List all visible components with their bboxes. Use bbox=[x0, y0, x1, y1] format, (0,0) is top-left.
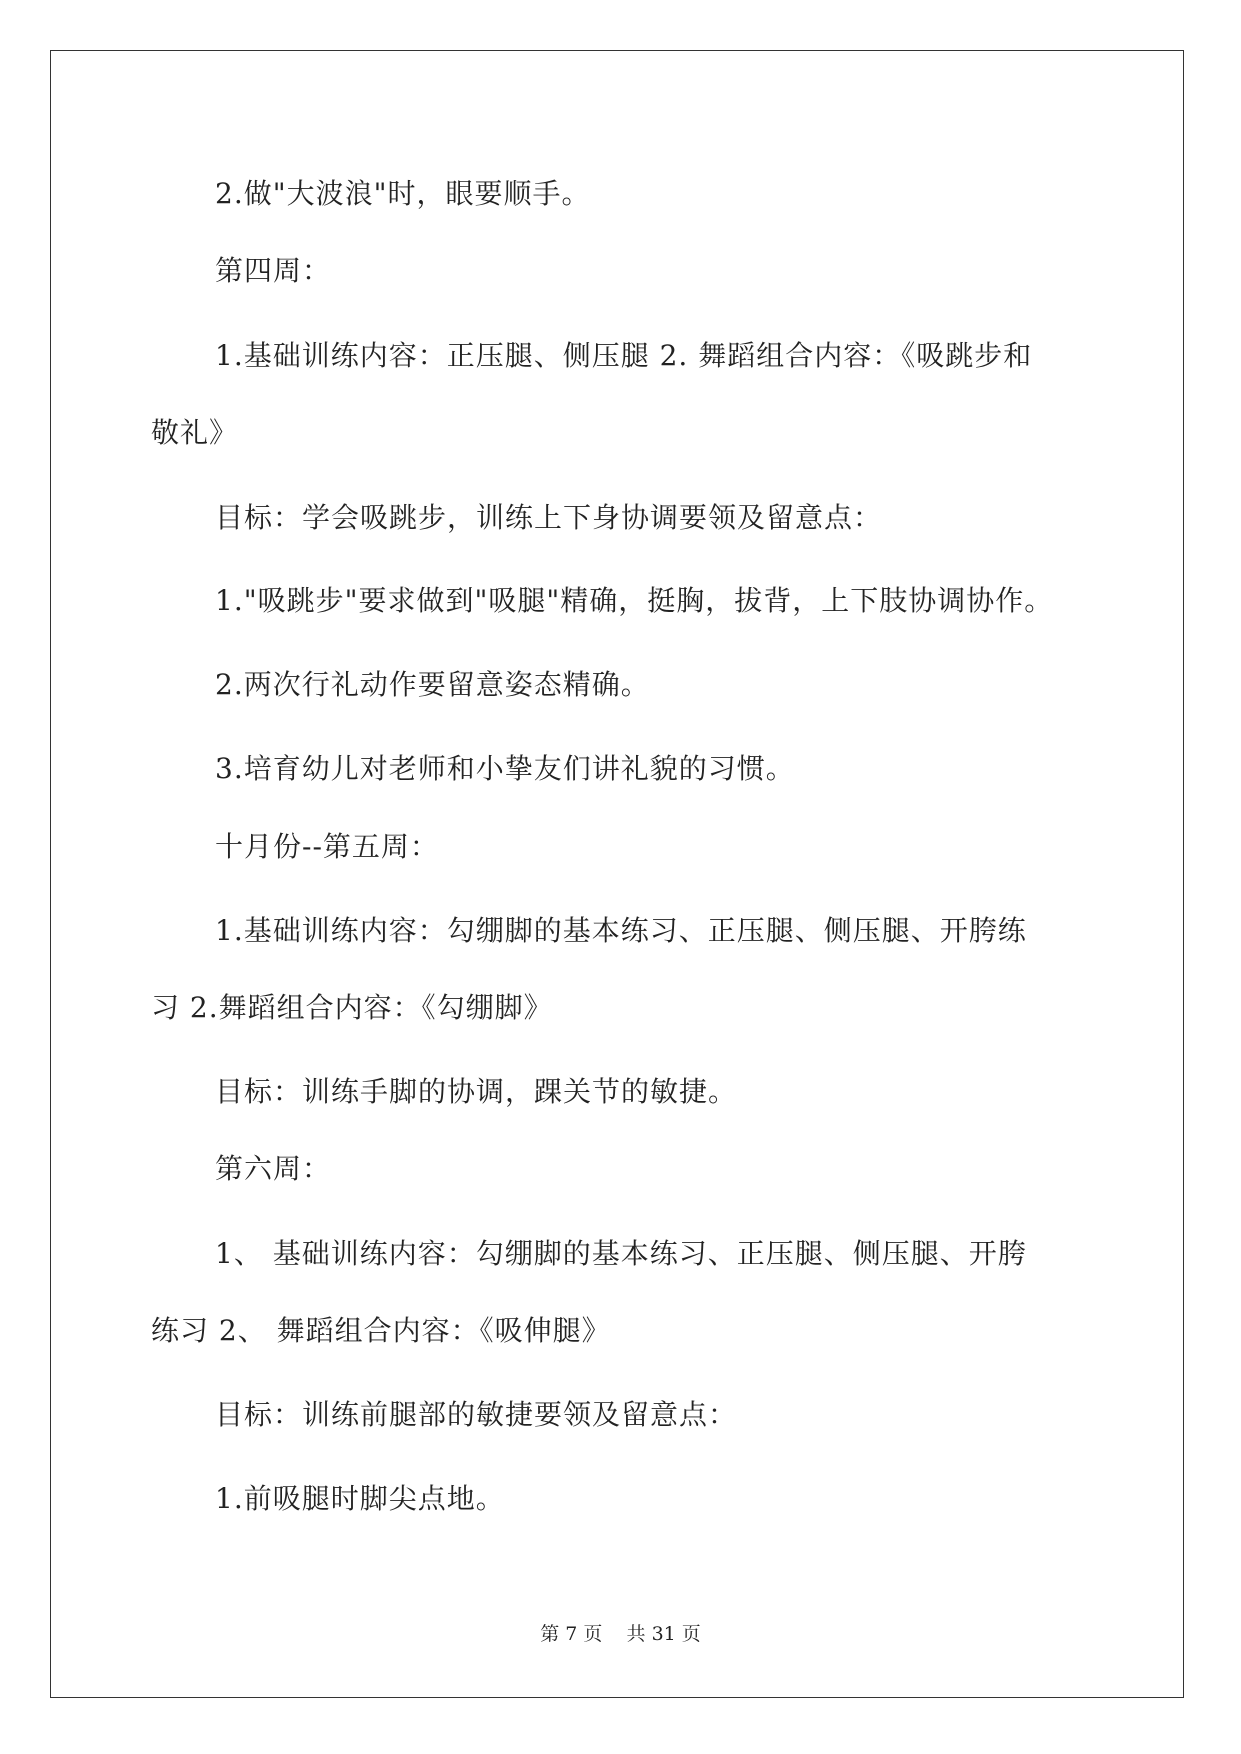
text-line-8: 3.培育幼儿对老师和小挚友们讲礼貌的习惯。 bbox=[215, 752, 795, 785]
text-line-2: 第四周： bbox=[215, 254, 332, 287]
text-line-10: 1.基础训练内容：勾绷脚的基本练习、正压腿、侧压腿、开胯练 bbox=[215, 914, 1027, 947]
page-border bbox=[50, 50, 1184, 1698]
text-line-14: 1、 基础训练内容：勾绷脚的基本练习、正压腿、侧压腿、开胯 bbox=[215, 1237, 1027, 1270]
text-line-1: 2.做"大波浪"时，眼要顺手。 bbox=[215, 177, 591, 210]
page-number-footer: 第 7 页 共 31 页 bbox=[540, 1623, 701, 1645]
text-line-7: 2.两次行礼动作要留意姿态精确。 bbox=[215, 668, 650, 701]
text-line-16: 目标：训练前腿部的敏捷要领及留意点： bbox=[215, 1398, 738, 1431]
text-line-9: 十月份--第五周： bbox=[215, 830, 439, 863]
text-line-6: 1."吸跳步"要求做到"吸腿"精确，挺胸，拔背，上下肢协调协作。 bbox=[215, 584, 1054, 617]
text-line-15: 练习 2、 舞蹈组合内容：《吸伸腿》 bbox=[151, 1314, 611, 1347]
text-line-5: 目标：学会吸跳步，训练上下身协调要领及留意点： bbox=[215, 501, 883, 534]
text-line-12: 目标：训练手脚的协调，踝关节的敏捷。 bbox=[215, 1075, 738, 1108]
text-line-3: 1.基础训练内容：正压腿、侧压腿 2. 舞蹈组合内容：《吸跳步和 bbox=[215, 339, 1033, 372]
text-line-4: 敬礼》 bbox=[151, 416, 239, 449]
text-line-11: 习 2.舞蹈组合内容：《勾绷脚》 bbox=[151, 991, 553, 1024]
text-line-17: 1.前吸腿时脚尖点地。 bbox=[215, 1482, 505, 1515]
text-line-13: 第六周： bbox=[215, 1152, 332, 1185]
